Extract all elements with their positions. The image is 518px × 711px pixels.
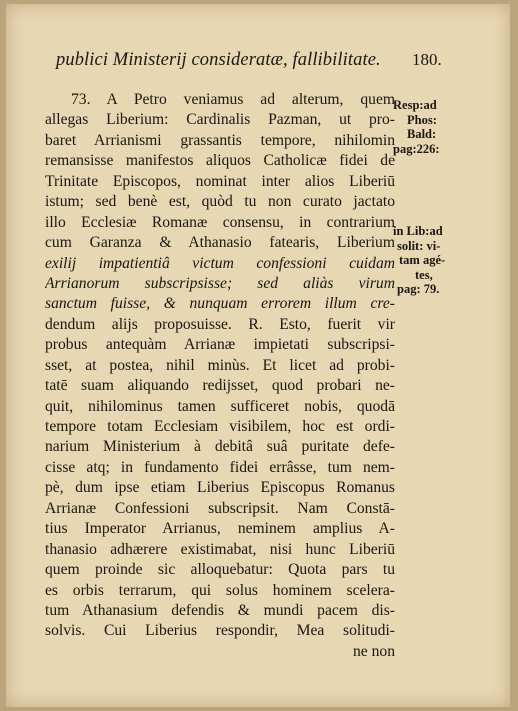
- text-line: tatē suam aliquando redijsset, quod probari ne-: [45, 377, 395, 395]
- text-line: illo Ecclesiæ Romanæ consensu, in contrarium: [45, 213, 395, 231]
- text-line: sanctum fuisse, & nunquam errorem illum cre-: [45, 295, 395, 313]
- text-line: Trinitate Episcopos, nominat inter alios Liberiū: [45, 172, 395, 190]
- margin-note-line: tam agé-: [399, 253, 446, 267]
- catchword: ne non: [352, 642, 395, 660]
- text-line: allegas Liberium: Cardinalis Pazman, ut pro-: [45, 111, 395, 129]
- text-line: baret Arrianismi grassantis tempore, nihilomin: [45, 131, 395, 149]
- text-line: exilij impatientiâ victum confessioni cuidam: [45, 254, 395, 272]
- text-line: sset, at postea, nihil minùs. Et licet ad probi-: [45, 356, 395, 374]
- page-number: 180.: [412, 50, 442, 69]
- margin-note-line: Bald:: [407, 127, 437, 141]
- text-line: istum; sed benè est, quòd tu non curato jactato: [45, 193, 395, 211]
- margin-note-line: pag:226:: [393, 141, 440, 156]
- text-line: tempore totam Ecclesiam visibilem, hoc est ordi-: [45, 418, 395, 435]
- margin-note-line: Phos:: [407, 112, 437, 127]
- margin-note-line: in Lib:ad: [393, 224, 443, 238]
- text-line: narium Ministerium à debitâ suâ puritate defe-: [45, 438, 395, 456]
- text-line: dendum alijs proposuisse. R. Esto, fuerit vir: [45, 315, 395, 333]
- text-line: probus antequàm Arrianæ impietati subscripsi-: [45, 336, 395, 354]
- text-line: quem proinde sic alloquebatur: Quota pars tu: [45, 561, 395, 579]
- text-line: cum Garanza & Athanasio fatearis, Liberium: [45, 234, 395, 252]
- margin-note-reference: [393, 224, 453, 297]
- text-line: 73. A Petro veniamus ad alterum, quem: [71, 91, 395, 108]
- text-line: cisse atq; in fundamento fidei errâsse, tum nem-: [45, 458, 395, 476]
- text-line: pè, dum ipse etiam Liberius Episcopus Romanus: [45, 479, 395, 497]
- page-header: [56, 50, 446, 72]
- text-line: Arrianorum subscripsisse; sed aliàs virum: [45, 274, 395, 292]
- text-line: Arrianæ Confessioni subscripsit. Nam Constā-: [45, 499, 395, 517]
- text-line: es orbis terrarum, qui solus hominem scelera-: [45, 581, 395, 599]
- margin-note-line: solit: vi-: [397, 238, 441, 253]
- margin-note-line: pag: 79.: [397, 282, 440, 296]
- text-line: tum Athanasium defendis & mundi pacem dis-: [45, 601, 395, 619]
- margin-note-reference: [393, 98, 453, 156]
- margin-note-line: Resp:ad: [393, 98, 437, 112]
- running-head: publici Ministerij consideratæ, fallibilitate.: [56, 50, 381, 70]
- body-text: [45, 90, 395, 662]
- text-line: remansisse manifestos aliquos Catholicæ fidei de: [45, 152, 395, 170]
- text-line: solvis. Cui Liberius respondir, Mea solitudi-: [45, 622, 395, 640]
- text-line: tius Imperator Arrianus, neminem amplius A-: [45, 520, 395, 538]
- text-line: quit, nihilominus tamen sufficeret nobis, quodā: [45, 397, 395, 415]
- text-line: thanasio adhærere existimabat, nisi hunc Liberiū: [45, 540, 395, 558]
- margin-note-line: tes,: [415, 267, 433, 282]
